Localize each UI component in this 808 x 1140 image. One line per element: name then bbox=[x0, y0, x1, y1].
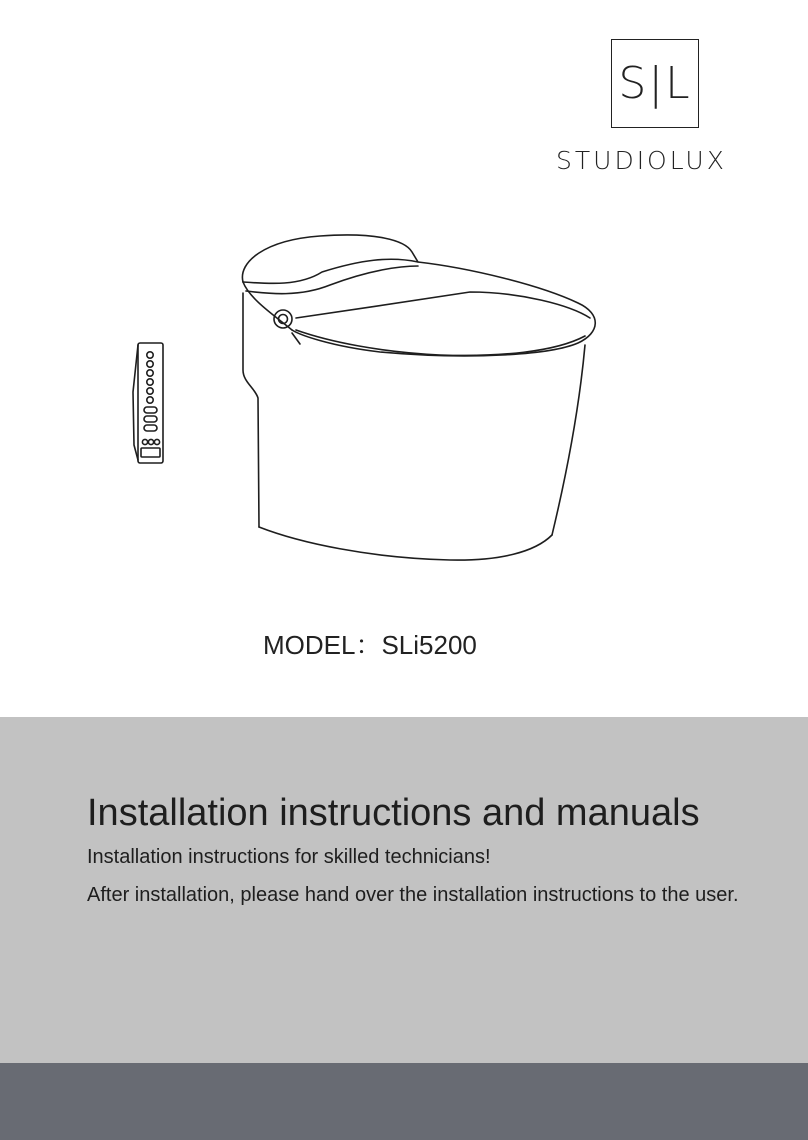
technician-note: Installation instructions for skilled technicians! bbox=[87, 846, 491, 868]
brand-logo bbox=[611, 39, 699, 128]
remote-icon bbox=[133, 343, 163, 463]
footer-band bbox=[0, 1063, 808, 1140]
handover-note: After installation, please hand over the installation instructions to the user. bbox=[87, 884, 739, 906]
toilet-icon bbox=[242, 235, 595, 560]
brand-wordmark: STUDIOLUX bbox=[556, 146, 727, 175]
product-illustration bbox=[120, 225, 620, 570]
model-number: MODEL：SLi5200 bbox=[263, 630, 477, 660]
page-title: Installation instructions and manuals bbox=[87, 792, 700, 834]
brand-monogram: S|L bbox=[618, 58, 692, 109]
